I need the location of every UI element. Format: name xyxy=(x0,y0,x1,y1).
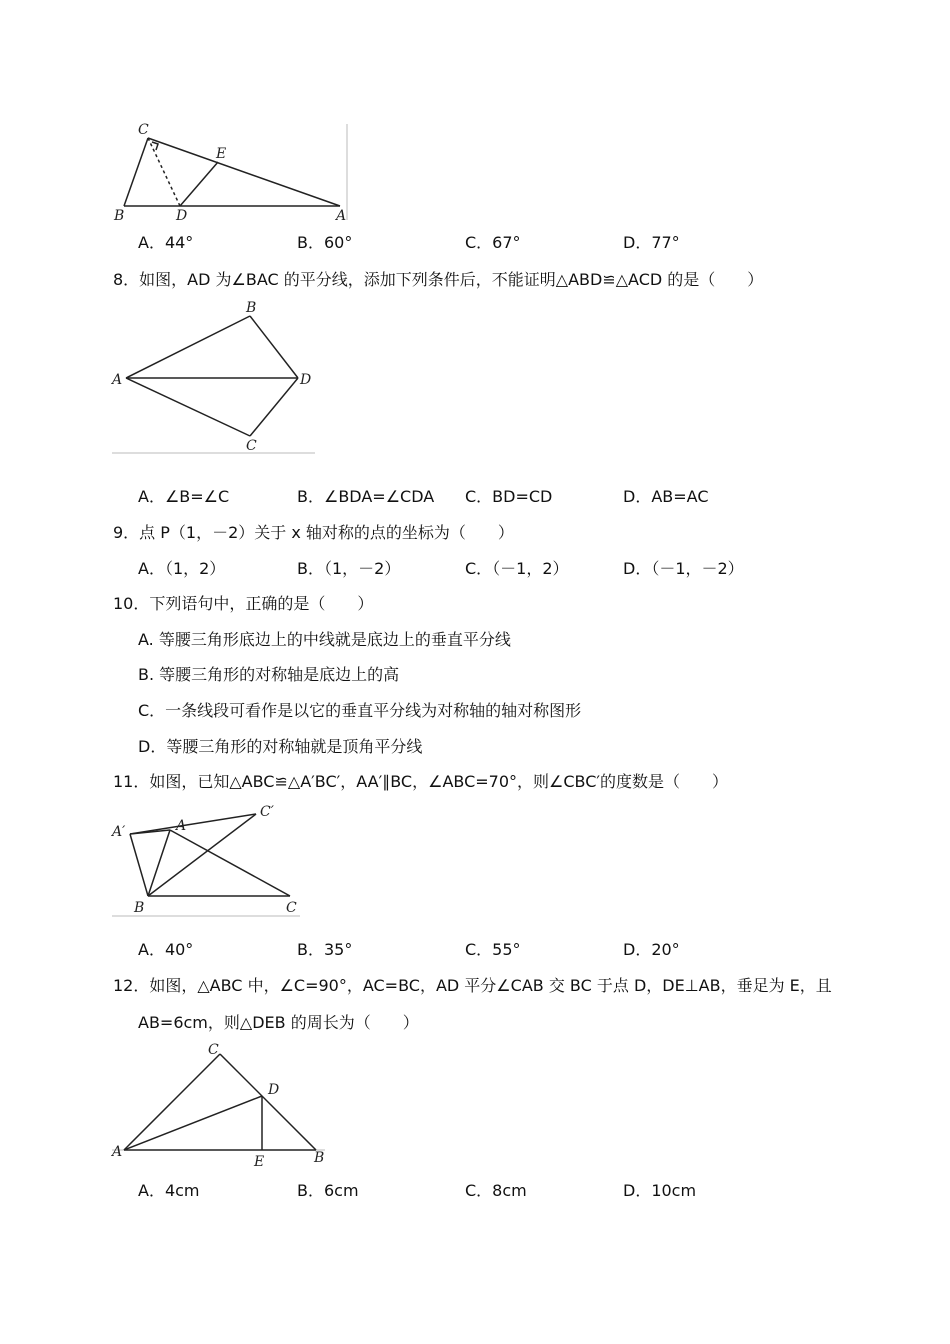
q7-option-b[interactable]: B．60° xyxy=(297,233,353,252)
q11-figure xyxy=(110,800,310,920)
q11-option-c[interactable]: C．55° xyxy=(465,940,521,959)
q12-option-b[interactable]: B．6cm xyxy=(297,1181,359,1200)
q8-option-c[interactable]: C．BD=CD xyxy=(465,487,553,506)
q7-option-c[interactable]: C．67° xyxy=(465,233,521,252)
q7-label-c: C xyxy=(138,122,149,138)
q11-label-a: A xyxy=(176,818,187,834)
q11-option-b[interactable]: B．35° xyxy=(297,940,353,959)
q7-label-a: A xyxy=(336,208,347,224)
q7-option-a[interactable]: A．44° xyxy=(138,233,194,252)
q12-question-text-line1: 12．如图，△ABC 中，∠C=90°，AC=BC，AD 平分∠CAB 交 BC 于点 D，DE⊥AB，垂足为 E，且 xyxy=(113,976,832,995)
q10-option-d[interactable]: D．等腰三角形的对称轴就是顶角平分线 xyxy=(138,737,423,756)
q12-question-text-line2: AB=6cm，则△DEB 的周长为（ ） xyxy=(138,1013,419,1032)
q10-option-a[interactable]: A. 等腰三角形底边上的中线就是底边上的垂直平分线 xyxy=(138,630,511,649)
q12-label-c: C xyxy=(208,1042,219,1058)
q9-question-text: 9．点 P（1，－2）关于 x 轴对称的点的坐标为（ ） xyxy=(113,523,514,542)
q8-label-d: D xyxy=(300,372,312,388)
q7-figure xyxy=(110,118,355,228)
q7-label-e: E xyxy=(216,146,227,162)
q9-option-c[interactable]: C．（－1，2） xyxy=(465,559,569,578)
q8-question-text: 8．如图，AD 为∠BAC 的平分线，添加下列条件后，不能证明△ABD≌△ACD 的是（ ） xyxy=(113,270,764,289)
q12-option-d[interactable]: D．10cm xyxy=(623,1181,697,1200)
q8-label-a: A xyxy=(112,372,123,388)
q8-option-d[interactable]: D．AB=AC xyxy=(623,487,709,506)
q7-label-d: D xyxy=(176,208,188,224)
q8-label-c: C xyxy=(246,438,257,454)
q10-question-text: 10．下列语句中，正确的是（ ） xyxy=(113,594,374,613)
q11-label-c: C xyxy=(286,900,297,916)
q11-option-d[interactable]: D．20° xyxy=(623,940,680,959)
q9-option-b[interactable]: B．（1，－2） xyxy=(297,559,401,578)
q12-label-e: E xyxy=(254,1154,265,1170)
q8-option-a[interactable]: A．∠B=∠C xyxy=(138,487,230,506)
q8-figure xyxy=(110,298,320,458)
q12-label-d: D xyxy=(268,1082,280,1098)
q12-label-b: B xyxy=(314,1150,325,1166)
q10-option-b[interactable]: B. 等腰三角形的对称轴是底边上的高 xyxy=(138,665,400,684)
q7-label-b: B xyxy=(114,208,125,224)
q11-question-text: 11．如图，已知△ABC≌△A′BC′，AA′∥BC，∠ABC=70°，则∠CBC′的度数是（ ） xyxy=(113,772,729,791)
q12-figure xyxy=(110,1042,335,1170)
q9-option-a[interactable]: A．（1，2） xyxy=(138,559,226,578)
q12-option-c[interactable]: C．8cm xyxy=(465,1181,527,1200)
q8-option-b[interactable]: B．∠BDA=∠CDA xyxy=(297,487,435,506)
q9-option-d[interactable]: D．（－1，－2） xyxy=(623,559,744,578)
q11-label-c-prime: C′ xyxy=(260,804,274,820)
q10-option-c[interactable]: C．一条线段可看作是以它的垂直平分线为对称轴的轴对称图形 xyxy=(138,701,582,720)
q11-label-a-prime: A′ xyxy=(112,824,126,840)
q11-option-a[interactable]: A．40° xyxy=(138,940,194,959)
q12-label-a: A xyxy=(112,1144,123,1160)
q7-option-d[interactable]: D．77° xyxy=(623,233,680,252)
q8-label-b: B xyxy=(246,300,257,316)
q11-label-b: B xyxy=(134,900,145,916)
q12-option-a[interactable]: A．4cm xyxy=(138,1181,200,1200)
